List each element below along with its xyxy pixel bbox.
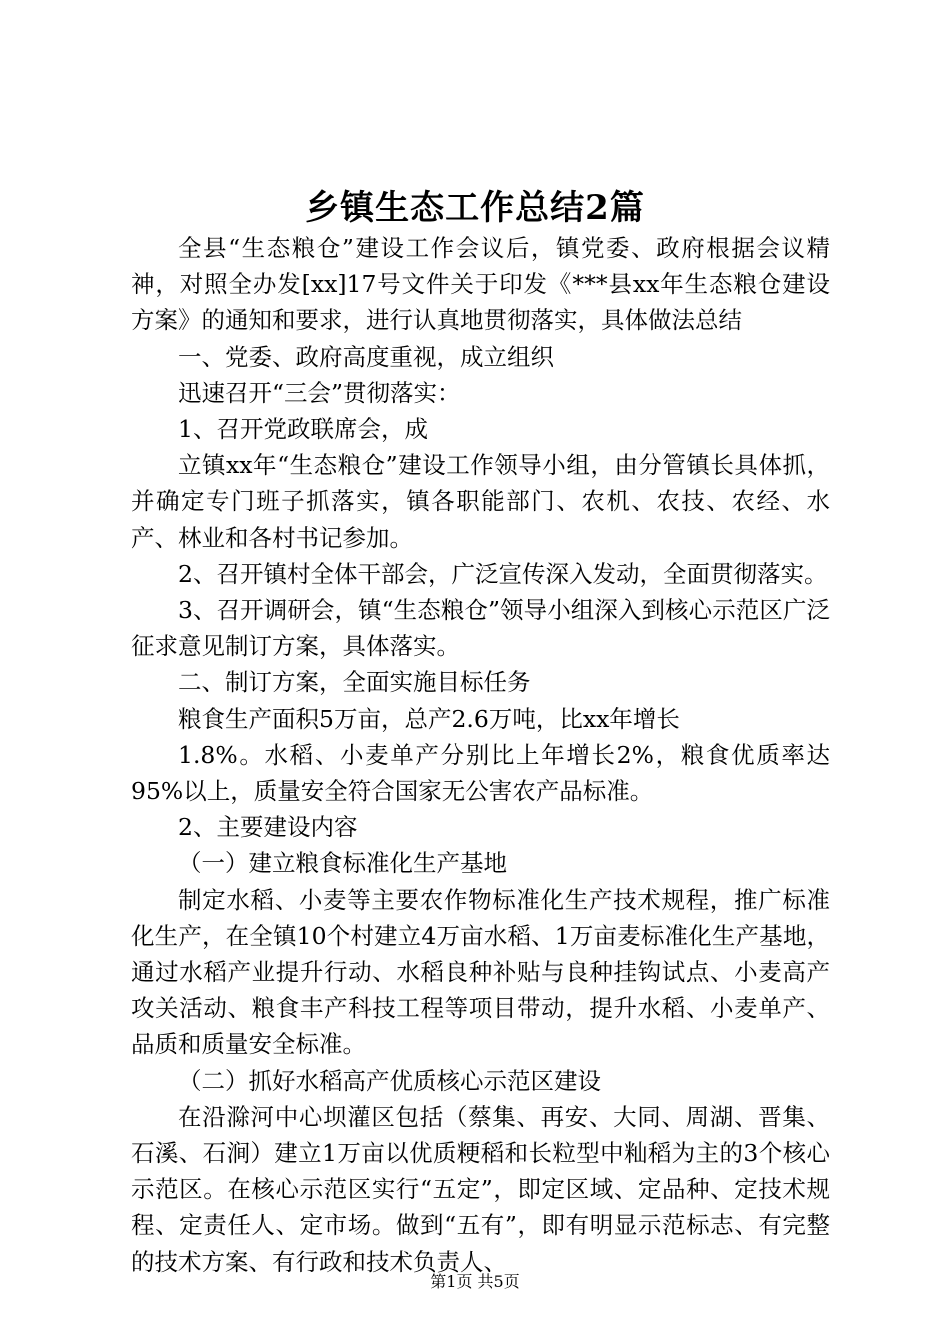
- paragraph: 制定水稻、小麦等主要农作物标准化生产技术规程，推广标准化生产，在全镇10个村建立4万亩水稻、1万亩麦标准化生产基地，通过水稻产业提升行动、水稻良种补贴与良种挂钩试点、小麦高产攻关活动、粮食丰产科技工程等项目带动，提升水稻、小麦单产、品质和质量安全标准。: [131, 885, 830, 1059]
- paragraph: 一、党委、政府高度重视，成立组织: [178, 342, 554, 371]
- page-footer: 第1页 共5页: [430, 1272, 520, 1291]
- document-title: 乡镇生态工作总结2篇: [305, 188, 645, 228]
- paragraph: 在沿滁河中心坝灌区包括（蔡集、再安、大同、周湖、晋集、石溪、石涧）建立1万亩以优质粳稻和长粒型中籼稻为主的3个核心示范区。在核心示范区实行“五定”，即定区域、定品种、定技术规程、定责任人、定市场。做到“五有”，即有明显示范标志、有完整的技术方案、有行政和技术负责人、: [131, 1102, 830, 1276]
- paragraph: （一）建立粮食标准化生产基地: [178, 849, 507, 878]
- paragraph: 1.8%。水稻、小麦单产分别比上年增长2%，粮食优质率达95%以上，质量安全符合国家无公害农产品标准。: [131, 740, 830, 806]
- paragraph: 2、主要建设内容: [178, 813, 358, 842]
- paragraph: 二、制订方案，全面实施目标任务: [178, 668, 531, 697]
- document-body: [131, 230, 830, 1280]
- paragraph: 1、召开党政联席会，成: [178, 415, 428, 444]
- paragraph: 3、召开调研会，镇“生态粮仓”领导小组深入到核心示范区广泛征求意见制订方案，具体落实。: [131, 596, 830, 661]
- paragraph: 立镇xx年“生态粮仓”建设工作领导小组，由分管镇长具体抓，并确定专门班子抓落实，镇各职能部门、农机、农技、农经、水产、林业和各村书记参加。: [131, 451, 830, 552]
- paragraph: 全县“生态粮仓”建设工作会议后，镇党委、政府根据会议精神，对照全办发[xx]17号文件关于印发《***县xx年生态粮仓建设方案》的通知和要求，进行认真地贯彻落实，具体做法总结: [131, 234, 830, 335]
- paragraph: 粮食生产面积5万亩，总产2.6万吨，比xx年增长: [178, 704, 680, 733]
- paragraph: 2、召开镇村全体干部会，广泛宣传深入发动，全面贯彻落实。: [178, 559, 828, 588]
- paragraph: （二）抓好水稻高产优质核心示范区建设: [178, 1066, 601, 1095]
- paragraph: 迅速召开“三会”贯彻落实：: [178, 378, 461, 407]
